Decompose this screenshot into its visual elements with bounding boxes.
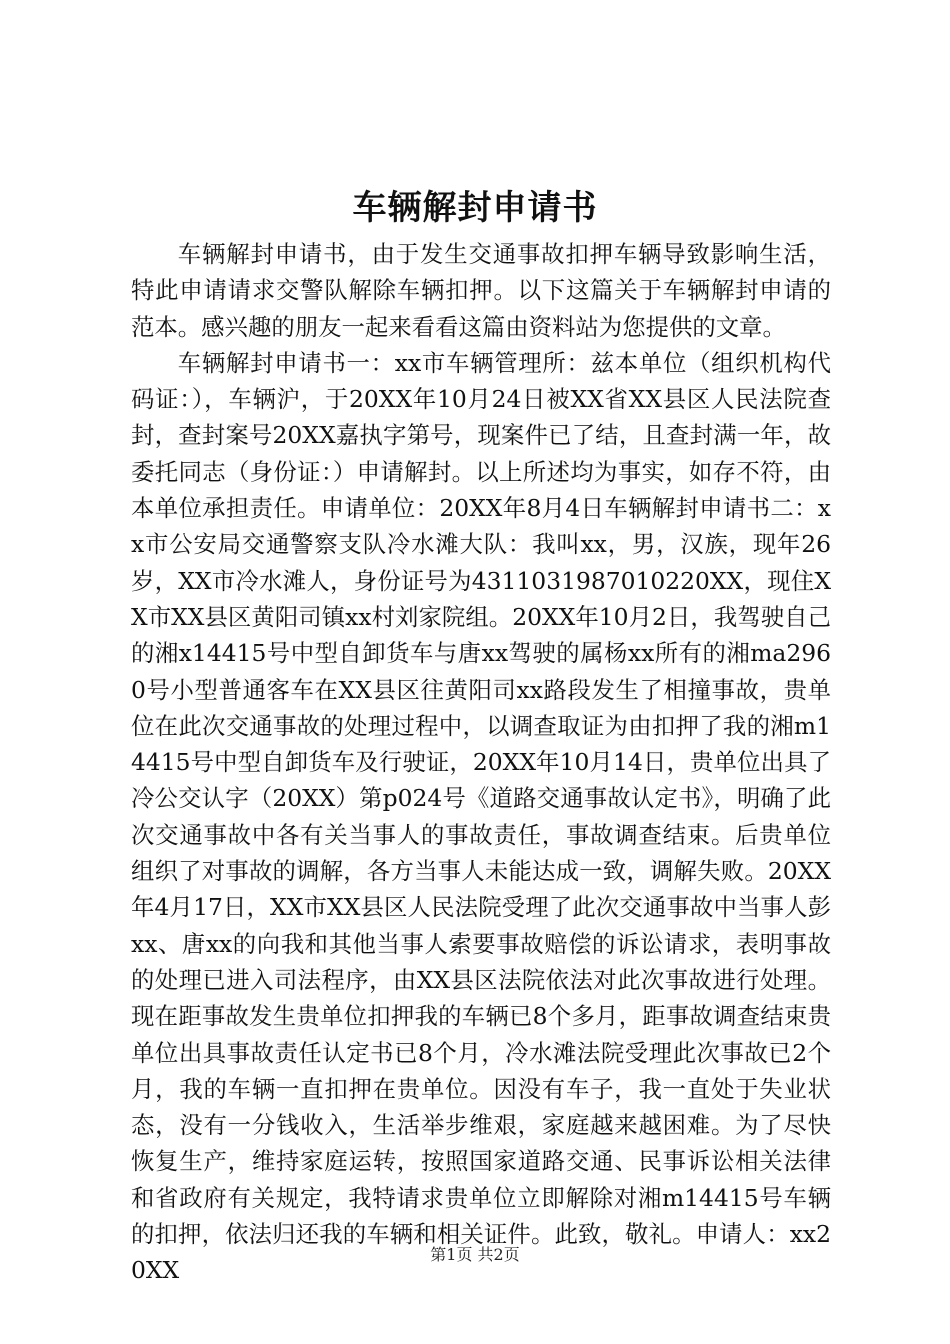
- intro-paragraph: 车辆解封申请书，由于发生交通事故扣押车辆导致影响生活，特此申请请求交警队解除车辆扣押。以下这篇关于车辆解封申请的范本。感兴趣的朋友一起来看看这篇由资料站为您提供的文章。: [131, 240, 831, 341]
- document-title: 车辆解封申请书: [352, 188, 598, 228]
- document-body: [131, 236, 831, 1289]
- page-footer: 第1页 共2页: [430, 1245, 520, 1264]
- main-paragraph: 车辆解封申请书一：xx市车辆管理所：兹本单位（组织机构代码证：），车辆沪，于20XX年10月24日被XX省XX县区人民法院查封，查封案号20XX嘉执字第号，现案件已了结，且查封满一年，故委托同志（身份证：）申请解封。以上所述均为事实，如存不符，由本单位承担责任。申请单位：20XX年8月4日车辆解封申请书二：xx市公安局交通警察支队冷水滩大队：我叫xx，男，汉族，现年26岁，XX市冷水滩人，身份证号为4311031987010220XX，现住XX市XX县区黄阳司镇xx村刘家院组。20XX年10月2日，我驾驶自己的湘x14415号中型自卸货车与唐xx驾驶的属杨xx所有的湘ma2960号小型普通客车在XX县区往黄阳司xx路段发生了相撞事故，贵单位在此次交通事故的处理过程中，以调查取证为由扣押了我的湘m14415号中型自卸货车及行驶证，20XX年10月14日，贵单位出具了冷公交认字（20XX）第p024号《道路交通事故认定书》，明确了此次交通事故中各有关当事人的事故责任，事故调查结束。后贵单位组织了对事故的调解，各方当事人未能达成一致，调解失败。20XX年4月17日，XX市XX县区人民法院受理了此次交通事故中当事人彭xx、唐xx的向我和其他当事人索要事故赔偿的诉讼请求，表明事故的处理已进入司法程序，由XX县区法院依法对此次事故进行处理。现在距事故发生贵单位扣押我的车辆已8个多月，距事故调查结束贵单位出具事故责任认定书已8个月，冷水滩法院受理此次事故已2个月，我的车辆一直扣押在贵单位。因没有车子，我一直处于失业状态，没有一分钱收入，生活举步维艰，家庭越来越困难。为了尽快恢复生产，维持家庭运转，按照国家道路交通、民事诉讼相关法律和省政府有关规定，我特请求贵单位立即解除对湘m14415号车辆的扣押，依法归还我的车辆和相关证件。此致，敬礼。申请人：xx20XX: [131, 348, 831, 1285]
